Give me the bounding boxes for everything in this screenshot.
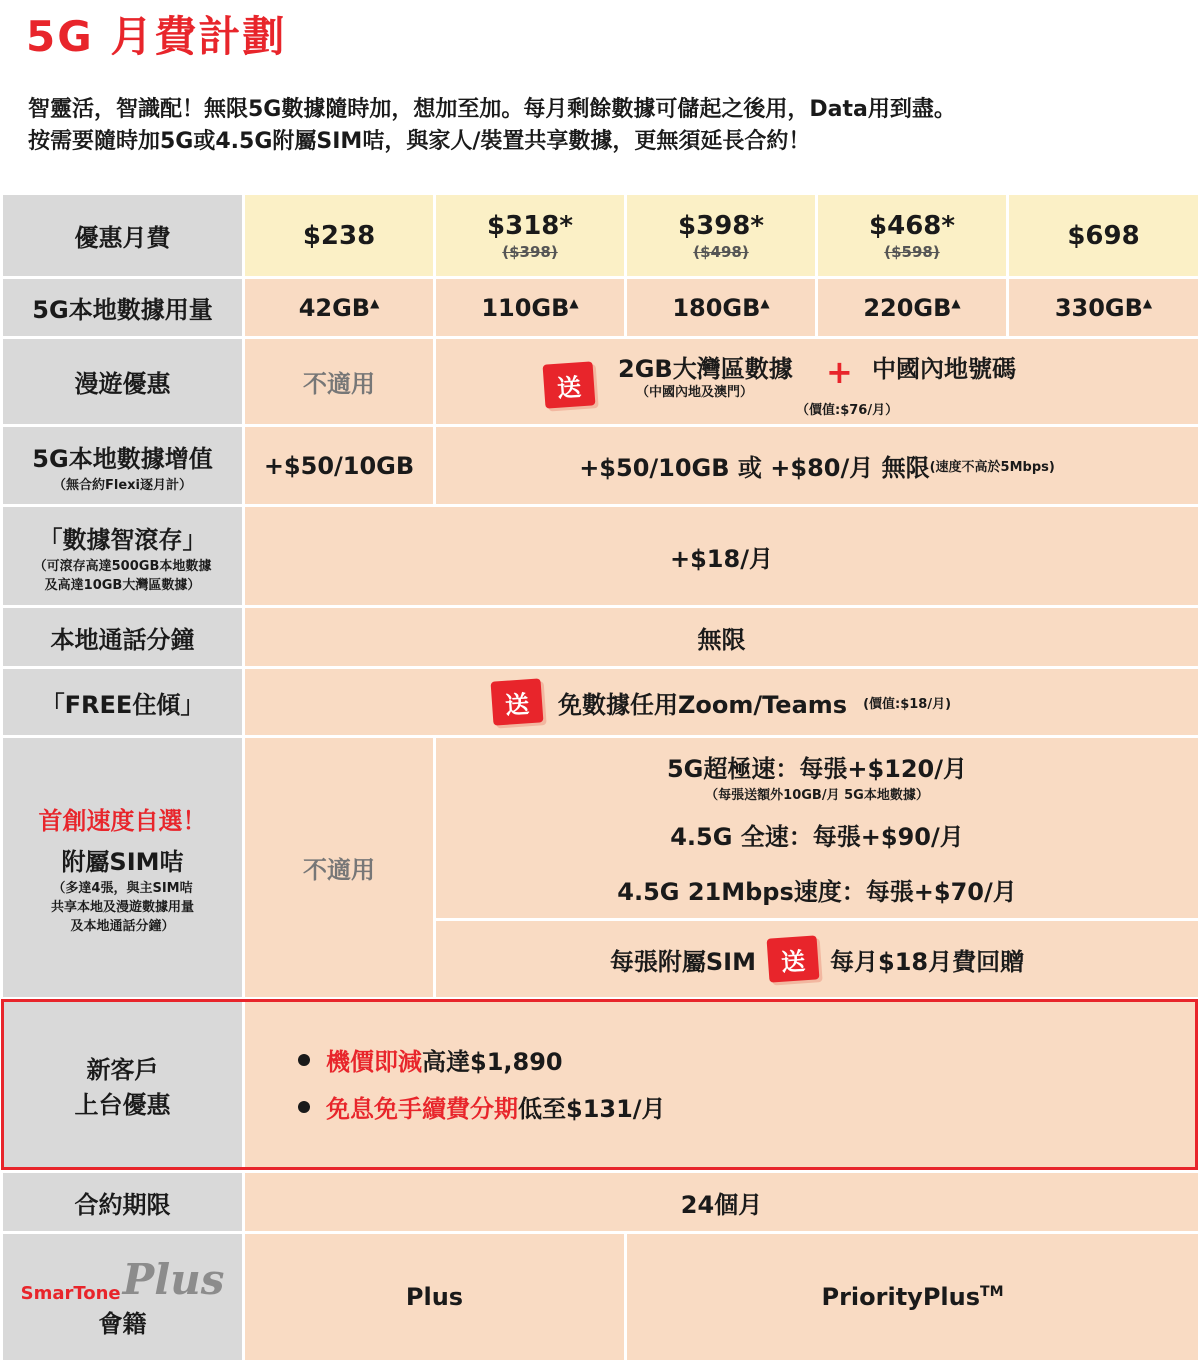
price: $318*: [487, 210, 573, 241]
roaming-item-1: 2GB大灣區數據: [618, 355, 793, 383]
sim-sub-3: 及本地通話分鐘）: [70, 919, 175, 934]
plan-fee-318: [436, 195, 624, 276]
rollover-label: 「數據智滾存」: [38, 525, 207, 554]
free-value: 免數據任用Zoom/Teams: [557, 690, 848, 719]
bullet-icon: [298, 1101, 310, 1113]
sim-label-highlight: 首創速度自選！: [38, 807, 207, 835]
plan-fee-238: [245, 195, 433, 276]
sim-option-2: 4.5G 全速：每張+$90/月: [670, 823, 964, 851]
free-cell: [245, 669, 1198, 735]
sim-rebate-pre: 每張附屬SIM: [609, 947, 756, 976]
brand-text: SmarTone: [20, 1283, 121, 1304]
newcust-bullet-2: [298, 1089, 666, 1124]
addon-sub: （無合約Flexi逐月計）: [53, 477, 192, 493]
gift-icon: 送: [543, 361, 596, 408]
sim-sub-1: （多達4張，與主SIM咭: [52, 881, 193, 896]
triangle-icon: ▲: [370, 295, 380, 310]
data-value: 220GB: [863, 293, 952, 322]
sim-rebate-post: 每月$18月費回贈: [830, 947, 1025, 976]
not-applicable-text: 不適用: [303, 856, 375, 884]
row-label-voice: 本地通話分鐘: [3, 608, 242, 666]
price: $238: [302, 220, 376, 251]
row-label-fee: 優惠月費: [3, 195, 242, 276]
data-cell: [436, 279, 624, 336]
addon-first-cell: [245, 427, 433, 504]
sim-rebate-cell: [436, 921, 1198, 997]
row-label-addon: [3, 427, 242, 504]
roaming-na-cell: [245, 339, 433, 424]
row-label-sim: [3, 738, 242, 997]
price: $698: [1067, 220, 1140, 251]
free-note: (價值:$18/月): [863, 696, 952, 712]
newcust-label-1: 新客戶: [86, 1056, 159, 1084]
newcust-b2-text: 低至$131/月: [518, 1095, 666, 1123]
newcust-label-2: 上台優惠: [74, 1091, 171, 1119]
sim-sub-2: 共享本地及漫遊數據用量: [50, 900, 194, 915]
membership-tier-2: PriorityPlus: [821, 1283, 981, 1311]
triangle-icon: ▲: [951, 295, 961, 310]
gift-icon: 送: [490, 678, 543, 725]
plus-icon: +: [826, 353, 853, 391]
row-label-newcust: [3, 1000, 242, 1170]
row-label-data: 5G本地數據用量: [3, 279, 242, 336]
data-value: 110GB: [481, 293, 570, 322]
row-label-free: 「FREE住傾」: [3, 669, 242, 735]
roaming-offer-cell: [436, 339, 1198, 424]
addon-first-value: +$50/10GB: [263, 451, 415, 480]
addon-rest-note: (速度不高於5Mbps): [929, 460, 1055, 475]
data-value: 42GB: [298, 293, 371, 322]
membership-tier-1-cell: [245, 1234, 624, 1360]
roaming-value-note: （價值:$76/月）: [796, 403, 899, 418]
newcust-b1-highlight: 機價即減: [326, 1048, 422, 1076]
triangle-icon: ▲: [1142, 295, 1153, 310]
plan-fee-468: [818, 195, 1006, 276]
original-price: ($398): [502, 242, 558, 261]
plan-fee-698: [1009, 195, 1198, 276]
roaming-item-1-note: （中國內地及澳門）: [636, 385, 754, 400]
data-value: 180GB: [672, 293, 761, 322]
intro-line-2: 按需要隨時加5G或4.5G附屬SIM咭，與家人/裝置共享數據，更無須延長合約！: [28, 129, 811, 154]
original-price: ($598): [884, 242, 940, 261]
voice-cell: [245, 608, 1198, 666]
newcust-cell: [245, 1000, 1198, 1170]
rollover-cell: [245, 507, 1198, 605]
price: $468*: [869, 210, 955, 241]
data-cell: [818, 279, 1006, 336]
sim-options-cell: [436, 738, 1198, 918]
voice-value: 無限: [697, 625, 746, 654]
triangle-icon: ▲: [760, 295, 770, 310]
row-label-membership: [3, 1234, 242, 1360]
contract-value: 24個月: [680, 1190, 763, 1219]
sim-na-cell: [245, 738, 433, 997]
addon-rest-cell: [436, 427, 1198, 504]
rollover-sub-1: （可滾存高達500GB本地數據: [33, 558, 212, 574]
row-label-contract: 合約期限: [3, 1173, 242, 1231]
row-label-roaming: 漫遊優惠: [3, 339, 242, 424]
original-price: ($498): [693, 242, 749, 261]
newcust-b1-text: 高達$1,890: [422, 1048, 563, 1076]
price: $398*: [678, 210, 764, 241]
rollover-sub-2: 及高達10GB大灣區數據）: [44, 577, 201, 593]
contract-cell: [245, 1173, 1198, 1231]
newcust-b2-highlight: 免息免手續費分期: [326, 1095, 518, 1123]
data-cell: [1009, 279, 1198, 336]
page-title: 5G 月費計劃: [26, 12, 287, 61]
row-label-rollover: [3, 507, 242, 605]
plan-fee-398: [627, 195, 815, 276]
membership-label: 會籍: [98, 1310, 147, 1338]
not-applicable-text: 不適用: [303, 370, 375, 398]
bullet-icon: [298, 1054, 310, 1066]
addon-label: 5G本地數據增值: [32, 444, 213, 473]
plan-table: [0, 192, 1200, 1360]
sim-label: 附屬SIM咭: [61, 848, 184, 876]
addon-rest-value: +$50/10GB 或 +$80/月 無限: [579, 454, 930, 482]
data-cell: [245, 279, 433, 336]
newcust-bullet-1: [298, 1042, 563, 1077]
sim-option-1: 5G超極速：每張+$120/月: [666, 755, 968, 783]
rollover-value: +$18/月: [670, 544, 773, 573]
brand-plus-text: Plus: [122, 1255, 225, 1304]
triangle-icon: ▲: [569, 295, 579, 310]
trademark-text: TM: [980, 1284, 1004, 1300]
membership-tier-2-cell: [627, 1234, 1198, 1360]
data-cell: [627, 279, 815, 336]
data-value: 330GB: [1054, 293, 1143, 322]
roaming-item-2: 中國內地號碼: [872, 355, 1016, 383]
intro-line-1: 智靈活，智識配！無限5G數據隨時加，想加至加。每月剩餘數據可儲起之後用，Data用到盡。: [28, 97, 956, 122]
sim-option-3: 4.5G 21Mbps速度：每張+$70/月: [617, 878, 1017, 906]
sim-option-1-note: （每張送額外10GB/月 5G本地數據）: [705, 788, 929, 803]
membership-tier-1: Plus: [405, 1283, 464, 1311]
smartone-plus-logo: [21, 1255, 225, 1304]
gift-icon: 送: [767, 935, 820, 982]
